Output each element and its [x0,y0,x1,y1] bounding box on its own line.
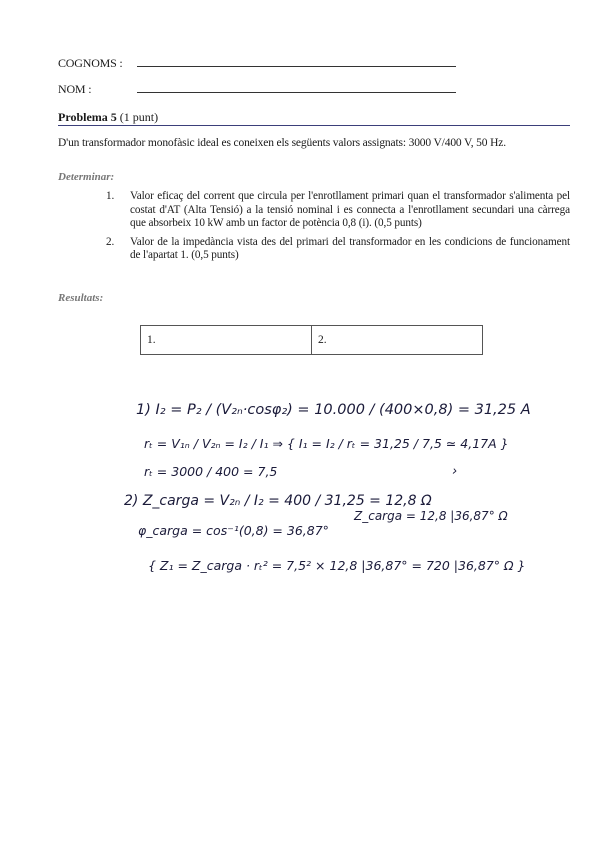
handwriting-line: rₜ = 3000 / 400 = 7,5 [144,464,278,479]
handwriting-line: 1) I₂ = P₂ / (V₂ₙ·cosφ₂) = 10.000 / (400×0,8) = 31,25 A [136,402,531,418]
name-label: NOM : [58,82,92,96]
handwriting-line: Z_carga = 12,8 |36,87° Ω [354,509,508,523]
result-cell-2[interactable]: 2. [312,326,483,355]
results-heading: Resultats: [58,292,104,304]
handwriting-line: rₜ = V₁ₙ / V₂ₙ = I₂ / I₁ ⇒ { I₁ = I₂ / rₜ = 31,25 / 7,5 ≃ 4,17A } [144,436,509,451]
item-number: 2. [106,235,115,248]
problem-number: Problema 5 [58,110,117,124]
determine-heading: Determinar: [58,171,115,183]
item-text: Valor de la impedància vista des del primari del transformador en les condicions de funcionament de l'apartat 1. (0,5 punts) [130,235,570,261]
problem-points: (1 punt) [119,110,159,124]
item-text: Valor eficaç del corrent que circula per l'enrotllament primari quan el transformador s'alimenta pel costat d'AT (Alta Tensió) a la tensió nominal i es connecta a l'enrotllament secundari una càrrega que absorbeix 10 kW amb un factor de potència 0,8 (i). (0,5 punts) [130,190,570,229]
result-cell-1[interactable]: 1. [141,326,312,355]
item-number: 1. [106,190,115,202]
surnames-label: COGNOMS : [58,56,123,70]
handwriting-line: φ_carga = cos⁻¹(0,8) = 36,87° [138,523,329,538]
arrow-mark-icon: › [452,464,458,479]
handwriting-line: { Z₁ = Z_carga · rₜ² = 7,5² × 12,8 |36,87° = 720 |36,87° Ω } [148,558,526,573]
problem-statement: D'un transformador monofàsic ideal es coneixen els següents valors assignats: 3000 V/400 V, 50 Hz. [58,137,506,149]
handwriting-line: 2) Z_carga = V₂ₙ / I₂ = 400 / 31,25 = 12,8 Ω [124,493,432,509]
